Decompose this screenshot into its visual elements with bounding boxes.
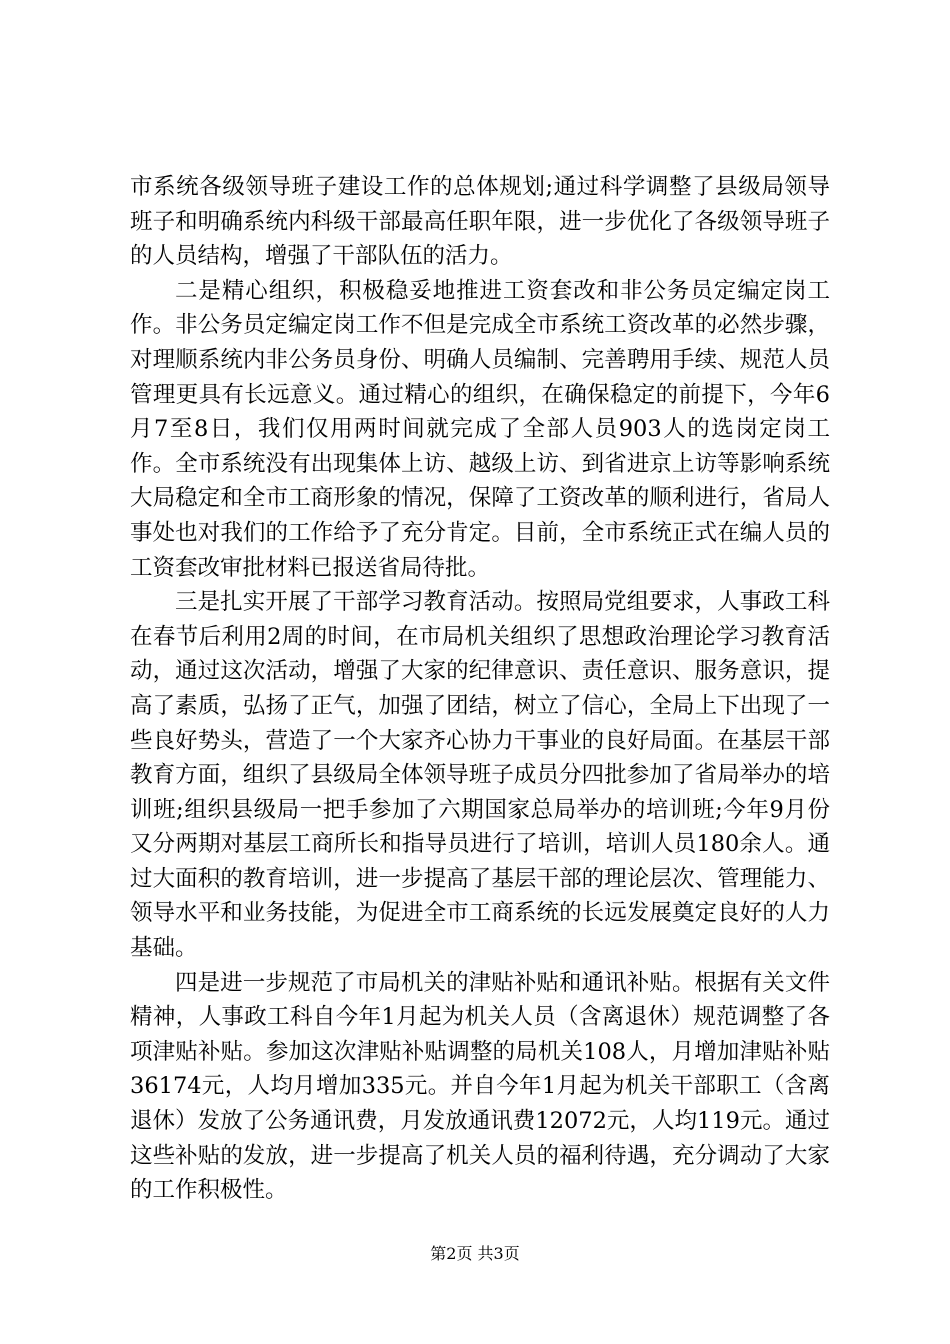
paragraph-allowances: 四是进一步规范了市局机关的津贴补贴和通讯补贴。根据有关文件精神，人事政工科自今年1月起为机关人员（含离退休）规范调整了各项津贴补贴。参加这次津贴补贴调整的局机关108人，月增加津贴补贴36174元，人均月增加335元。并自今年1月起为机关干部职工（含离退休）发放了公务通讯费，月发放通讯费12072元，人均119元。通过这些补贴的发放，进一步提高了机关人员的福利待遇，充分调动了大家的工作积极性。 bbox=[130, 969, 830, 1204]
paragraph-cadre-education: 三是扎实开展了干部学习教育活动。按照局党组要求，人事政工科在春节后利用2周的时间，在市局机关组织了思想政治理论学习教育活动，通过这次活动，增强了大家的纪律意识、责任意识、服务意识，提高了素质，弘扬了正气，加强了团结，树立了信心，全局上下出现了一些良好势头，营造了一个大家齐心协力干事业的良好局面。在基层干部教育方面，组织了县级局全体领导班子成员分四批参加了省局举办的培训班;组织县级局一把手参加了六期国家总局举办的培训班;今年9月份又分两期对基层工商所长和指导员进行了培训，培训人员180余人。通过大面积的教育培训，进一步提高了基层干部的理论层次、管理能力、领导水平和业务技能，为促进全市工商系统的长远发展奠定良好的人力基础。 bbox=[130, 589, 830, 962]
paragraph-wage-reform: 二是精心组织，积极稳妥地推进工资套改和非公务员定编定岗工作。非公务员定编定岗工作不但是完成全市系统工资改革的必然步骤，对理顺系统内非公务员身份、明确人员编制、完善聘用手续、规范人员管理更具有长远意义。通过精心的组织，在确保稳定的前提下，今年6月7至8日，我们仅用两时间就完成了全部人员903人的选岗定岗工作。全市系统没有出现集体上访、越级上访、到省进京上访等影响系统大局稳定和全市工商形象的情况，保障了工资改革的顺利进行，省局人事处也对我们的工作给予了充分肯定。目前，全市系统正式在编人员的工资套改审批材料已报送省局待批。 bbox=[130, 277, 830, 581]
paragraph-continuation: 市系统各级领导班子建设工作的总体规划;通过科学调整了县级局领导班子和明确系统内科级干部最高任职年限，进一步优化了各级领导班子的人员结构，增强了干部队伍的活力。 bbox=[130, 174, 830, 270]
document-body bbox=[130, 170, 830, 1208]
page-footer: 第2页 共3页 bbox=[430, 1244, 520, 1263]
